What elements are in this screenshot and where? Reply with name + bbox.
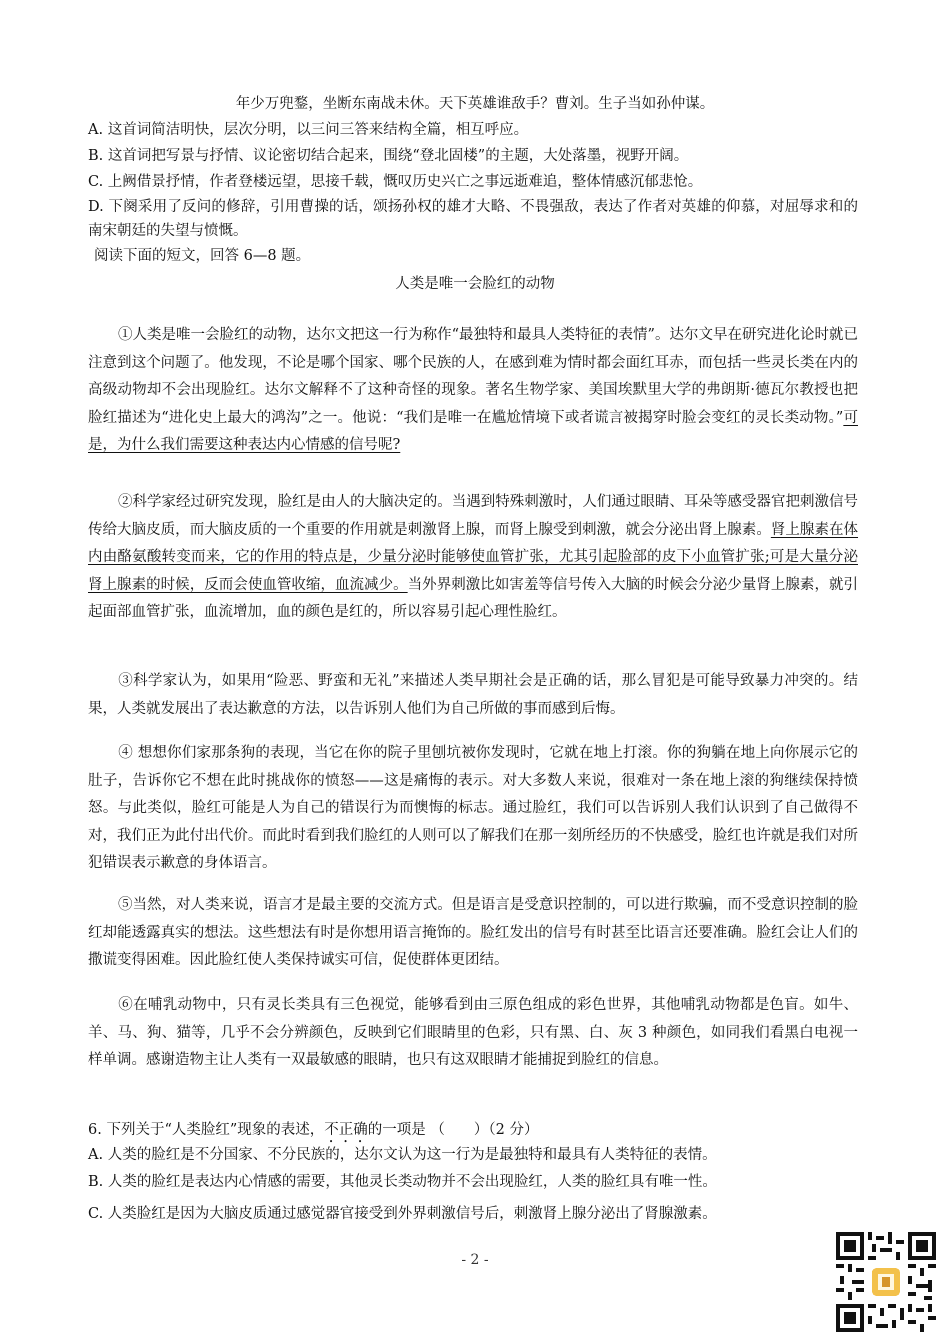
- paragraph-1-underlined: 可是，为什么我们需要这种表达内心情感的信号呢?: [88, 409, 858, 454]
- reading-intro: 阅读下面的短文，回答 6—8 题。: [94, 248, 311, 264]
- paragraph-5-text: ⑤当然，对人类来说，语言才是最主要的交流方式。但是语言是受意识控制的，可以进行欺骗，而不受意识控制的脸红却能透露真实的想法。这些想法有时是你想用语言掩饰的。脸红发出的信号有时甚至比语言还要准确。脸红会让人们的撒谎变得困难。因此脸红使人类保持诚实可信，促使群体更团结。: [88, 897, 858, 969]
- q6-stem-end: 的一项是 （ ）（2 分）: [367, 1122, 539, 1138]
- q6-stem-start: 6. 下列关于“人类脸红”现象的表述，: [88, 1122, 325, 1138]
- paragraph-2-underlined: 肾上腺素在体内由酪氨酸转变而来，它的作用的特点是，少量分泌时能够使血管扩张，尤其引起脸部的皮下小血管扩张;可是大量分泌肾上腺素的时候，反而会使血管收缩，血流减少。: [88, 521, 859, 593]
- paragraph-3-text: ③科学家认为，如果用“险恶、野蛮和无礼”来描述人类早期社会是正确的话，那么冒犯是可能导致暴力冲突的。结果，人类就发展出了表达歉意的方法，以告诉别人他们为自己所做的事而感到后悔。: [88, 673, 858, 717]
- poem-line: 年少万兜鍪，坐断东南战未休。天下英雄谁敌手？曹刘。生子当如孙仲谋。: [235, 96, 715, 112]
- q6-option-a: A. 人类的脸红是不分国家、不分民族的，达尔文认为这一行为是最独特和最具有人类特征的表情。: [88, 1147, 717, 1163]
- page-number: - 2 -: [461, 1252, 489, 1268]
- q5-option-c: C. 上阙借景抒情，作者登楼远望，思接千载，慨叹历史兴亡之事远逝难追，整体情感沉郁悲怆。: [88, 174, 703, 190]
- q5-option-d: D. 下阕采用了反问的修辞，引用曹操的话，颂扬孙权的雄才大略、不畏强敌，表达了作者对英雄的仰慕，对屈辱求和的南宋朝廷的失望与愤慨。: [88, 199, 858, 239]
- paragraph-5: [88, 892, 858, 975]
- q6-option-c: C. 人类脸红是因为大脑皮质通过感觉器官接受到外界刺激信号后，刺激肾上腺分泌出了肾腺激素。: [88, 1206, 717, 1222]
- paragraph-1-text: ①人类是唯一会脸红的动物，达尔文把这一行为称作“最独特和最具人类特征的表情”。达尔文早在研究进化论时就已注意到这个问题了。他发现，不论是哪个国家、哪个民族的人，在感到难为情时都会面红耳赤，而包括一些灵长类在内的高级动物却不会出现脸红。达尔文解释不了这种奇怪的现象。著名生物学家、美国埃默里大学的弗朗斯·德瓦尔教授也把脸红描述为“进化史上最大的鸿沟”之一。他说：“我们是唯一在尴尬情境下或者谎言被揭穿时脸会变红的灵长类动物。”: [88, 327, 858, 426]
- paragraph-3: [88, 668, 858, 723]
- paragraph-2: [88, 489, 858, 627]
- article-title: 人类是唯一会脸红的动物: [395, 276, 555, 292]
- q6-stem: [88, 1120, 868, 1146]
- paragraph-2-text-end: 当外界刺激比如害羞等信号传入大脑的时候会分泌少量肾上腺素，就引起面部血管扩张，血流增加，血的颜色是红的，所以容易引起心理性脸红。: [88, 576, 859, 621]
- paragraph-4: [88, 740, 858, 878]
- paragraph-6-text: ⑥在哺乳动物中，只有灵长类具有三色视觉，能够看到由三原色组成的彩色世界，其他哺乳动物都是色盲。如牛、羊、马、狗、猫等，几乎不会分辨颜色，反映到它们眼睛里的色彩，只有黑、白、灰 3 种颜色，如同我们看黑白电视一样单调。感谢造物主让人类有一双最敏感的眼睛，也只有这双眼睛才能捕捉到脸红的信息。: [88, 997, 858, 1069]
- q5-option-a: A. 这首词简洁明快，层次分明，以三问三答来结构全篇，相互呼应。: [88, 122, 529, 138]
- qr-code-icon: [836, 1232, 936, 1332]
- q6-option-b: B. 人类的脸红是表达内心情感的需要，其他灵长类动物并不会出现脸红，人类的脸红具有唯一性。: [88, 1174, 717, 1190]
- paragraph-1: [88, 322, 858, 460]
- q6-stem-emphasis: 不正确: [324, 1122, 368, 1138]
- paragraph-2-text-start: ②科学家经过研究发现，脸红是由人的大脑决定的。当遇到特殊刺激时，人们通过眼睛、耳朵等感受器官把刺激信号传给大脑皮质，而大脑皮质的一个重要的作用就是刺激肾上腺，而肾上腺受到刺激，就会分泌出肾上腺素。: [88, 494, 858, 538]
- paragraph-6: [88, 992, 858, 1075]
- paragraph-4-text: ④ 想想你们家那条狗的表现，当它在你的院子里刨坑被你发现时，它就在地上打滚。你的狗躺在地上向你展示它的肚子，告诉你它不想在此时挑战你的愤怒——这是痛悔的表示。对大多数人来说，很难对一条在地上滚的狗继续保持愤怒。与此类似，脸红可能是人为自己的错误行为而懊悔的标志。通过脸红，我们可以告诉别人我们认识到了自己做得不对，我们正为此付出代价。而此时看到我们脸红的人则可以了解我们在那一刻所经历的不快感受，脸红也许就是我们对所犯错误表示歉意的身体语言。: [88, 745, 858, 872]
- q5-option-b: B. 这首词把写景与抒情、议论密切结合起来，围绕“登北固楼”的主题，大处落墨，视野开阔。: [88, 148, 689, 164]
